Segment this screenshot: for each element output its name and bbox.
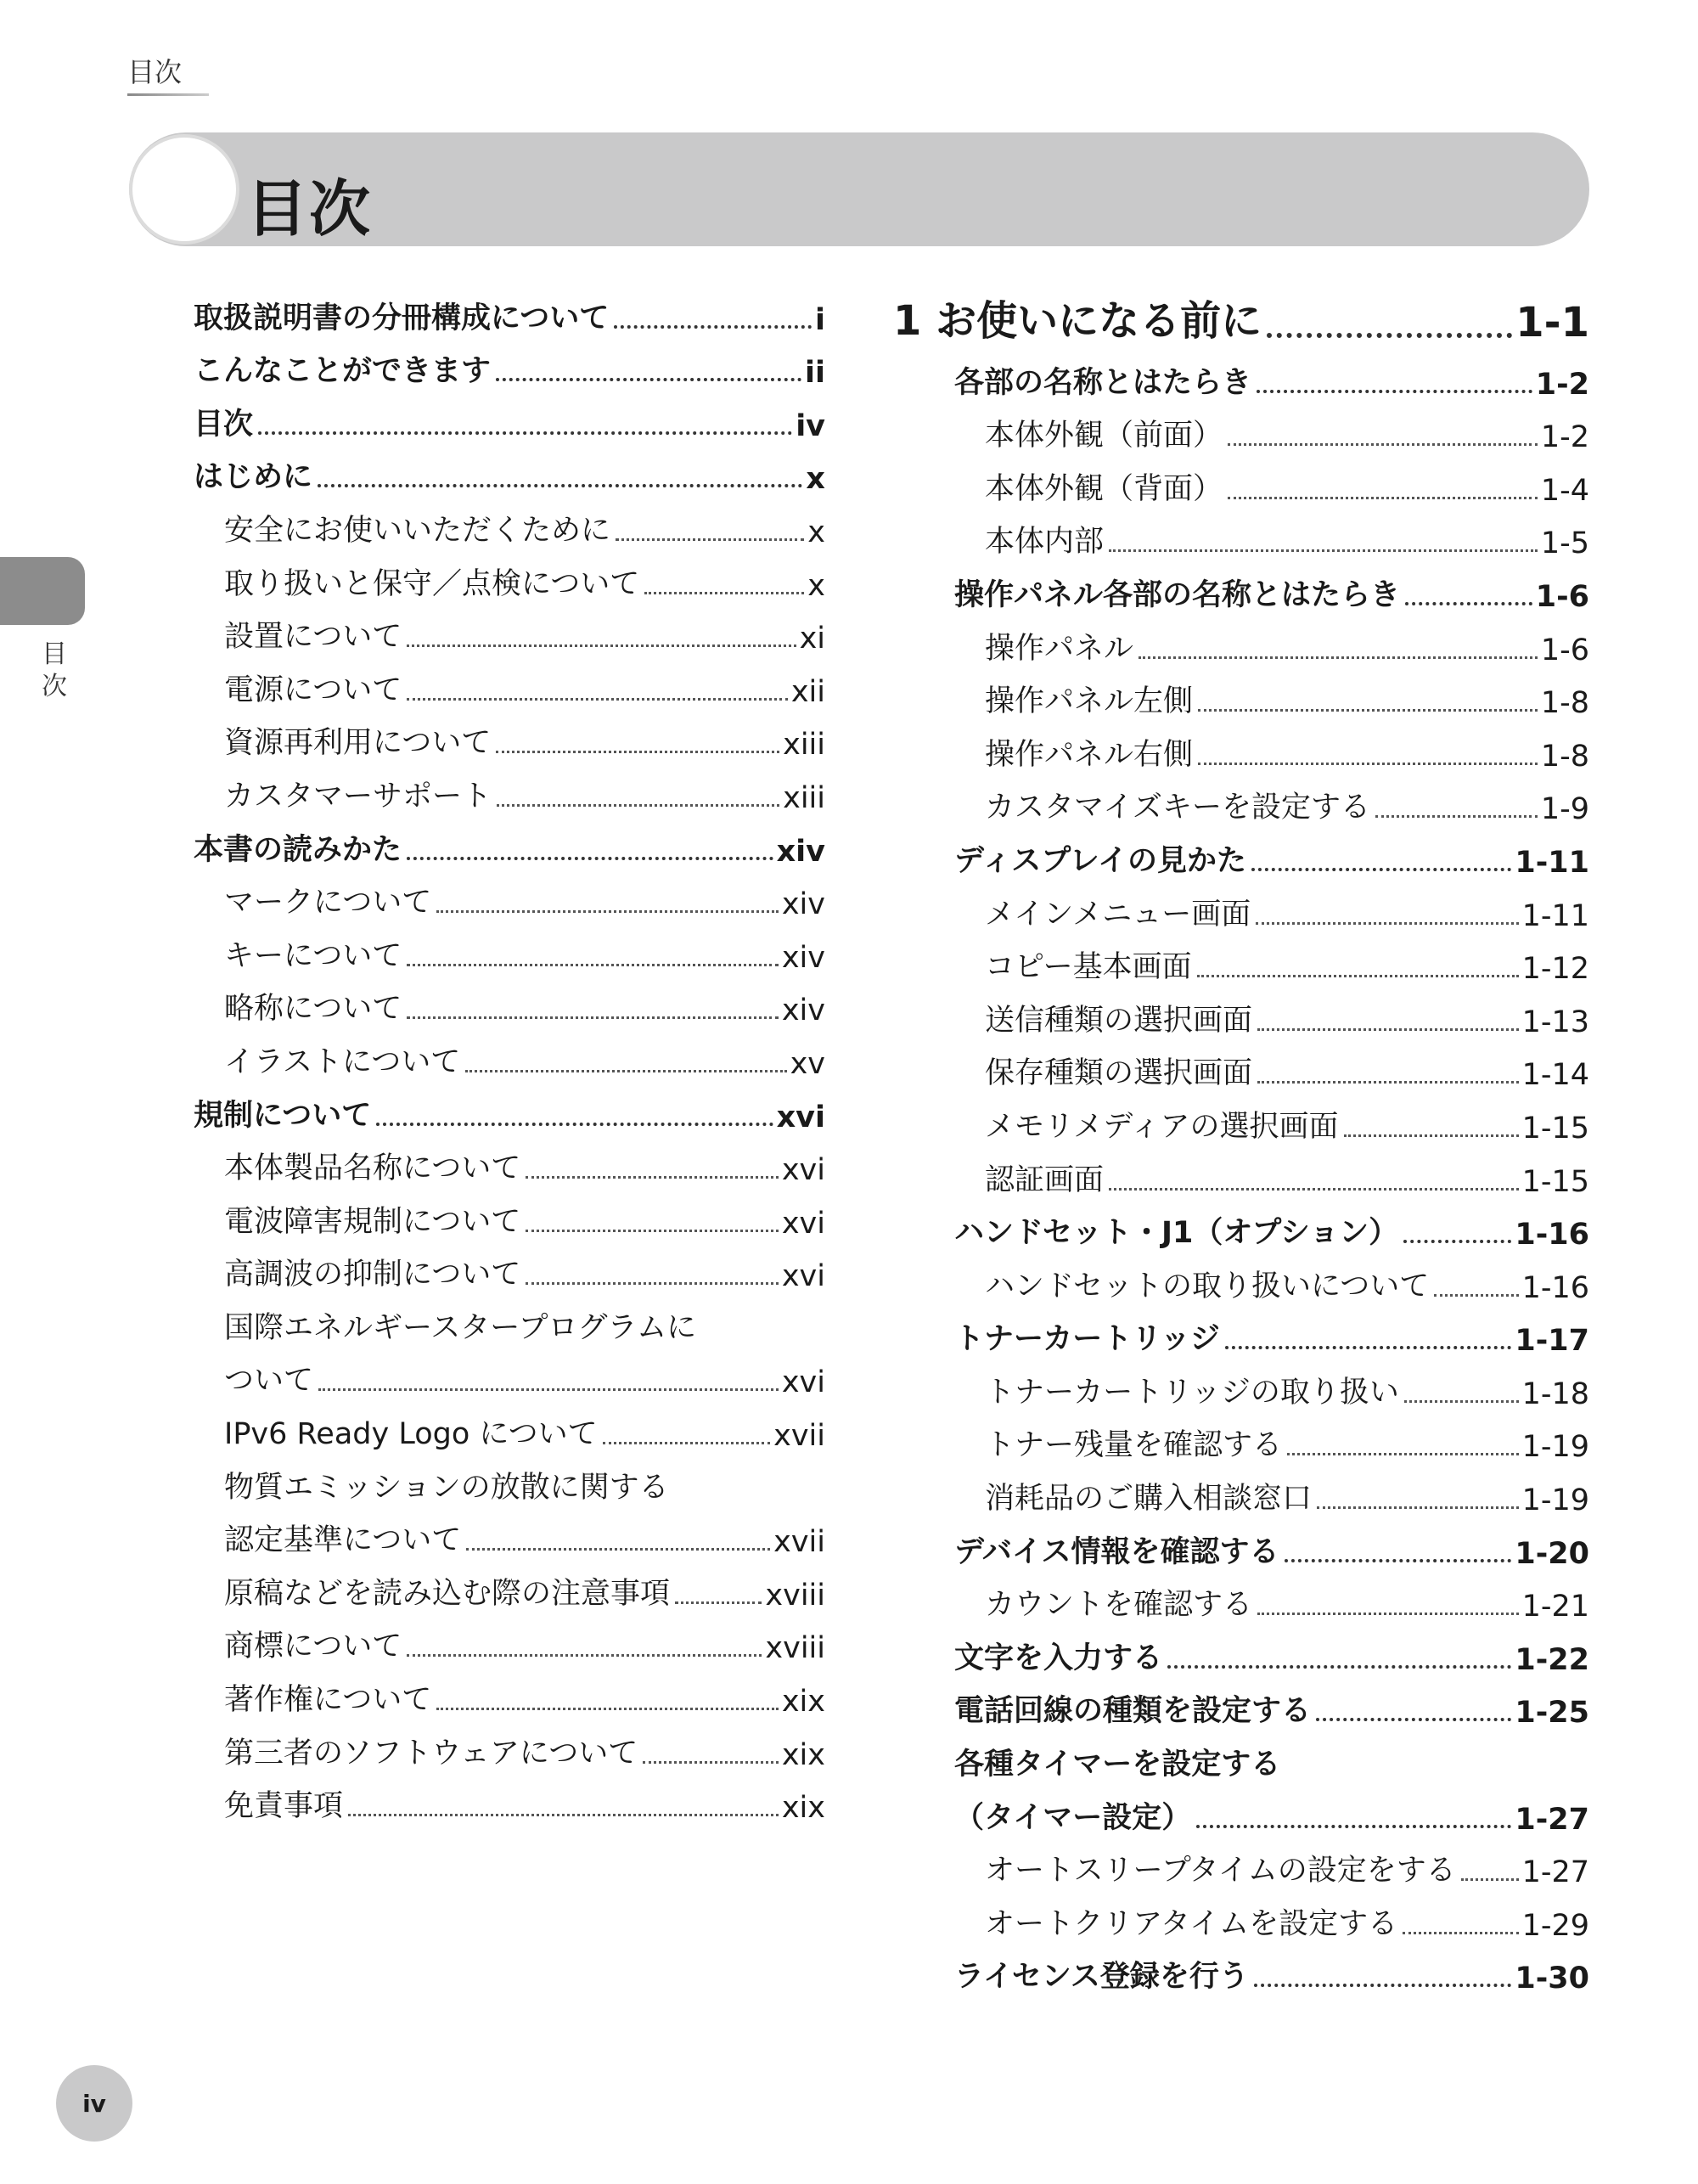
toc-section-entry[interactable] xyxy=(893,350,1589,403)
toc-section-entry[interactable] xyxy=(893,1945,1589,1998)
toc-entry-title: 1 お使いになる前に xyxy=(893,297,1262,345)
toc-subsection-entry[interactable] xyxy=(194,657,825,711)
toc-dot-leader xyxy=(407,964,779,966)
toc-entry-title: 送信種類の選択画面 xyxy=(985,1003,1253,1038)
toc-entry-title: 高調波の抑制について xyxy=(224,1258,521,1292)
toc-entry-title: 目次 xyxy=(194,407,254,442)
toc-dot-leader xyxy=(1228,443,1538,446)
toc-dot-leader xyxy=(643,1761,779,1764)
toc-section-entry[interactable] xyxy=(194,445,825,498)
toc-entry-title: 認定基準について xyxy=(224,1523,462,1558)
toc-page-number: 1-27 xyxy=(1515,1802,1589,1837)
toc-subsection-entry[interactable] xyxy=(893,1253,1589,1307)
toc-page-number: xvi xyxy=(776,1100,825,1134)
toc-page-number: xix xyxy=(781,1791,825,1826)
toc-subsection-entry[interactable] xyxy=(893,988,1589,1041)
toc-dot-leader xyxy=(496,378,801,381)
toc-page-number: xiii xyxy=(783,728,825,763)
side-tab xyxy=(0,557,85,625)
toc-page-number: 1-6 xyxy=(1540,633,1589,667)
toc-dot-leader xyxy=(526,1282,779,1285)
toc-dot-leader xyxy=(1257,1613,1519,1615)
toc-dot-leader xyxy=(1198,763,1538,765)
toc-subsection-entry[interactable] xyxy=(194,1401,825,1455)
toc-entry-title: 各種タイマーを設定する xyxy=(954,1748,1281,1782)
toc-subsection-entry[interactable] xyxy=(194,1720,825,1774)
toc-page-number: 1-27 xyxy=(1521,1855,1589,1890)
toc-page-number: xiv xyxy=(781,940,825,975)
side-label xyxy=(37,639,71,703)
toc-dot-leader xyxy=(1344,1134,1519,1137)
toc-subsection-entry[interactable] xyxy=(893,616,1589,669)
toc-subsection-entry[interactable] xyxy=(194,923,825,977)
toc-subsection-entry[interactable] xyxy=(893,509,1589,563)
toc-dot-leader xyxy=(466,1548,770,1551)
toc-entry-title: 規制について xyxy=(194,1098,372,1133)
toc-entry-title: 物質エミッションの放散に関する xyxy=(224,1470,669,1505)
toc-page-number: 1-20 xyxy=(1515,1536,1589,1571)
toc-page-number: 1-9 xyxy=(1540,792,1589,827)
toc-entry-title: 資源再利用について xyxy=(224,726,492,761)
toc-page-number: x xyxy=(806,462,825,497)
toc-page-number: xvi xyxy=(781,1206,825,1241)
toc-dot-leader xyxy=(318,484,802,487)
toc-subsection-entry[interactable] xyxy=(194,1189,825,1242)
toc-section-entry[interactable] xyxy=(893,828,1589,881)
toc-entry-title: 消耗品のご購入相談窓口 xyxy=(985,1482,1313,1517)
toc-subsection-entry[interactable] xyxy=(194,605,825,658)
toc-dot-leader xyxy=(348,1814,779,1816)
toc-section-entry[interactable] xyxy=(893,1307,1589,1360)
toc-subsection-entry[interactable] xyxy=(893,669,1589,723)
running-head: 目次 xyxy=(127,56,183,88)
toc-dot-leader xyxy=(1285,1559,1512,1562)
toc-subsection-entry[interactable] xyxy=(194,1508,825,1562)
toc-section-entry[interactable] xyxy=(194,285,825,339)
toc-dot-leader xyxy=(465,1070,786,1072)
toc-dot-leader xyxy=(526,1230,779,1232)
toc-page-number: 1-2 xyxy=(1535,367,1589,402)
running-head-rule xyxy=(127,93,209,96)
toc-dot-leader xyxy=(1257,1028,1519,1031)
toc-entry-title: 電波障害規制について xyxy=(224,1204,521,1239)
toc-dot-leader xyxy=(603,1442,770,1444)
title-circle xyxy=(132,138,236,241)
toc-page-number: xiii xyxy=(783,780,825,815)
toc-subsection-entry[interactable] xyxy=(194,1295,825,1348)
toc-page-number: 1-14 xyxy=(1521,1058,1589,1093)
toc-page-number: x xyxy=(807,568,825,603)
toc-subsection-entry[interactable] xyxy=(194,1774,825,1827)
toc-subsection-entry[interactable] xyxy=(194,870,825,924)
toc-section-entry[interactable] xyxy=(893,562,1589,616)
toc-section-entry[interactable] xyxy=(194,817,825,870)
toc-entry-title: 本体内部 xyxy=(985,525,1105,560)
toc-entry-title: 電話回線の種類を設定する xyxy=(954,1694,1312,1729)
toc-entry-title: ついて xyxy=(224,1364,314,1399)
toc-page-number: xviii xyxy=(765,1578,825,1613)
toc-entry-title: IPv6 Ready Logo について xyxy=(224,1417,598,1452)
toc-entry-title: カウントを確認する xyxy=(985,1588,1253,1623)
toc-subsection-entry[interactable] xyxy=(893,1891,1589,1945)
toc-dot-leader xyxy=(1405,602,1532,605)
toc-subsection-entry[interactable] xyxy=(194,763,825,817)
toc-entry-title: 設置について xyxy=(224,620,402,655)
toc-entry-title: 本体外観（背面） xyxy=(985,471,1223,506)
toc-page-number: 1-2 xyxy=(1540,420,1589,455)
toc-section-entry[interactable] xyxy=(893,1785,1589,1838)
toc-subsection-entry[interactable] xyxy=(893,775,1589,829)
toc-subsection-entry[interactable] xyxy=(194,1136,825,1190)
toc-dot-leader xyxy=(1434,1294,1518,1297)
toc-page-number: xviii xyxy=(765,1631,825,1666)
toc-page-number: xvii xyxy=(773,1525,825,1560)
toc-dot-leader xyxy=(1198,709,1538,712)
toc-entry-title: 操作パネル xyxy=(985,631,1134,666)
toc-subsection-entry[interactable] xyxy=(893,1041,1589,1095)
toc-page-number: 1-12 xyxy=(1521,952,1589,987)
toc-page-number: xvi xyxy=(781,1259,825,1294)
toc-dot-leader xyxy=(1267,333,1512,338)
toc-dot-leader xyxy=(407,857,773,860)
toc-dot-leader xyxy=(407,698,788,701)
toc-entry-title: キーについて xyxy=(224,938,402,973)
toc-dot-leader xyxy=(436,1708,779,1710)
toc-page-number: 1-19 xyxy=(1521,1483,1589,1518)
toc-entry-title: 著作権について xyxy=(224,1683,432,1718)
toc-dot-leader xyxy=(1403,1240,1511,1243)
toc-dot-leader xyxy=(1109,1188,1519,1191)
toc-section-entry[interactable] xyxy=(194,1083,825,1136)
toc-page-number: 1-15 xyxy=(1521,1164,1589,1199)
toc-entry-title: ハンドセットの取り扱いについて xyxy=(985,1269,1430,1303)
toc-entry-title: 本体外観（前面） xyxy=(985,419,1223,453)
toc-dot-leader xyxy=(1403,1932,1518,1934)
toc-page-number: 1-21 xyxy=(1521,1590,1589,1624)
toc-dot-leader xyxy=(318,1388,779,1391)
toc-dot-leader xyxy=(1257,390,1532,393)
toc-page-number: xix xyxy=(781,1737,825,1772)
toc-page-number: 1-4 xyxy=(1540,473,1589,508)
toc-page-number: 1-8 xyxy=(1540,686,1589,721)
toc-page-number: 1-18 xyxy=(1521,1376,1589,1411)
toc-entry-title: 第三者のソフトウェアについて xyxy=(224,1736,638,1770)
toc-entry-title: デバイス情報を確認する xyxy=(954,1534,1279,1569)
toc-page-number: 1-29 xyxy=(1521,1908,1589,1943)
toc-subsection-entry[interactable] xyxy=(893,881,1589,935)
toc-subsection-entry[interactable] xyxy=(893,722,1589,775)
toc-entry-title: 本書の読みかた xyxy=(194,832,402,867)
toc-page-number: xiv xyxy=(781,993,825,1028)
toc-entry-title: はじめに xyxy=(194,460,313,495)
toc-page-number: xix xyxy=(781,1685,825,1720)
toc-subsection-entry[interactable] xyxy=(893,1094,1589,1147)
toc-entry-title: オートクリアタイムを設定する xyxy=(985,1906,1398,1941)
toc-dot-leader xyxy=(675,1601,762,1604)
toc-page-number: xiv xyxy=(776,834,825,869)
toc-subsection-entry[interactable] xyxy=(194,1029,825,1083)
toc-dot-leader xyxy=(407,1654,762,1657)
toc-dot-leader xyxy=(1317,1506,1519,1509)
toc-page-number: 1-19 xyxy=(1521,1430,1589,1465)
toc-dot-leader xyxy=(258,431,792,435)
toc-page-number: xiv xyxy=(781,887,825,922)
toc-page-number: 1-30 xyxy=(1515,1962,1589,1996)
toc-subsection-entry[interactable] xyxy=(893,1838,1589,1892)
toc-entry-title: 原稿などを読み込む際の注意事項 xyxy=(224,1576,671,1611)
toc-subsection-entry[interactable] xyxy=(893,1147,1589,1201)
toc-entry-title: 操作パネル左側 xyxy=(985,684,1194,719)
toc-dot-leader xyxy=(436,910,779,913)
toc-entry-title: イラストについて xyxy=(224,1044,461,1079)
toc-section-entry[interactable] xyxy=(194,391,825,445)
toc-entry-title: 国際エネルギースタープログラムに xyxy=(224,1310,697,1345)
toc-page-number: 1-25 xyxy=(1515,1696,1589,1731)
toc-page-number: 1-16 xyxy=(1515,1218,1589,1252)
toc-page-number: ii xyxy=(805,356,825,391)
toc-dot-leader xyxy=(1109,549,1538,552)
toc-subsection-entry[interactable] xyxy=(893,456,1589,509)
toc-entry-title: コピー基本画面 xyxy=(985,950,1192,985)
toc-page-number: 1-15 xyxy=(1521,1111,1589,1145)
side-label-char: 次 xyxy=(42,672,67,701)
toc-section-entry[interactable] xyxy=(893,1519,1589,1573)
toc-left-column xyxy=(194,285,825,1827)
toc-subsection-entry[interactable] xyxy=(893,1573,1589,1626)
toc-entry-title: こんなことができます xyxy=(194,354,492,389)
toc-dot-leader xyxy=(1197,975,1519,977)
toc-dot-leader xyxy=(614,325,812,329)
toc-entry-title: 取扱説明書の分冊構成について xyxy=(194,301,610,335)
toc-subsection-entry[interactable] xyxy=(194,498,825,551)
toc-dot-leader xyxy=(1225,1346,1512,1349)
toc-entry-title: トナーカートリッジ xyxy=(954,1322,1220,1357)
toc-subsection-entry[interactable] xyxy=(893,935,1589,988)
toc-dot-leader xyxy=(496,751,779,753)
toc-page-number: i xyxy=(815,302,825,337)
toc-dot-leader xyxy=(1287,1453,1519,1455)
toc-entry-title: 取り扱いと保守／点検について xyxy=(224,566,640,601)
toc-entry-title: （タイマー設定） xyxy=(954,1800,1192,1835)
toc-page-number: x xyxy=(807,515,825,549)
toc-dot-leader xyxy=(526,1176,779,1179)
toc-dot-leader xyxy=(1228,497,1538,499)
toc-entry-title: 保存種類の選択画面 xyxy=(985,1056,1253,1091)
toc-entry-title: メモリメディアの選択画面 xyxy=(985,1109,1339,1144)
toc-dot-leader xyxy=(1251,868,1511,871)
toc-entry-title: 文字を入力する xyxy=(954,1641,1163,1675)
toc-entry-title: ディスプレイの見かた xyxy=(954,843,1247,878)
toc-subsection-entry[interactable] xyxy=(194,1348,825,1402)
toc-page-number: 1-17 xyxy=(1515,1324,1589,1359)
toc-section-entry[interactable] xyxy=(893,1731,1589,1785)
toc-dot-leader xyxy=(407,645,796,647)
toc-subsection-entry[interactable] xyxy=(194,1455,825,1508)
toc-entry-title: 安全にお使いいただくために xyxy=(224,513,611,548)
toc-entry-title: 認証画面 xyxy=(985,1162,1105,1197)
toc-page-number: 1-8 xyxy=(1540,739,1589,774)
toc-subsection-entry[interactable] xyxy=(194,711,825,764)
toc-dot-leader xyxy=(1254,1984,1512,1987)
toc-dot-leader xyxy=(1196,1825,1511,1828)
toc-entry-title: トナーカートリッジの取り扱い xyxy=(985,1375,1399,1410)
toc-page-number: 1-6 xyxy=(1535,579,1589,614)
toc-entry-title: マークについて xyxy=(224,886,432,920)
toc-subsection-entry[interactable] xyxy=(893,1359,1589,1413)
toc-section-entry[interactable] xyxy=(893,1625,1589,1679)
toc-subsection-entry[interactable] xyxy=(893,403,1589,457)
toc-page-number: xv xyxy=(790,1046,825,1081)
toc-page-number: xvi xyxy=(781,1365,825,1400)
toc-dot-leader xyxy=(407,1016,779,1019)
toc-page-number: 1-16 xyxy=(1521,1270,1589,1305)
toc-dot-leader xyxy=(376,1123,773,1126)
toc-entry-title: ハンドセット・J1（オプション） xyxy=(954,1216,1399,1251)
toc-page-number: xvi xyxy=(781,1153,825,1188)
toc-dot-leader xyxy=(497,804,779,807)
toc-dot-leader xyxy=(1257,1081,1519,1084)
toc-entry-title: 各部の名称とはたらき xyxy=(954,365,1252,400)
toc-page-number: 1-5 xyxy=(1540,526,1589,561)
toc-dot-leader xyxy=(1256,922,1518,925)
toc-entry-title: トナー残量を確認する xyxy=(985,1428,1283,1463)
toc-page-number: xi xyxy=(799,622,825,656)
toc-entry-title: オートスリープタイムの設定をする xyxy=(985,1854,1456,1888)
toc-dot-leader xyxy=(1139,656,1538,659)
toc-entry-title: 操作パネル右側 xyxy=(985,737,1194,772)
toc-dot-leader xyxy=(1316,1718,1511,1721)
toc-entry-title: 略称について xyxy=(224,992,402,1027)
toc-section-entry[interactable] xyxy=(893,1679,1589,1732)
toc-entry-title: メインメニュー画面 xyxy=(985,897,1251,932)
toc-section-entry[interactable] xyxy=(893,1201,1589,1254)
toc-page-number: 1-22 xyxy=(1515,1642,1589,1677)
toc-section-entry[interactable] xyxy=(194,339,825,392)
toc-entry-title: 電源について xyxy=(224,673,402,707)
toc-page-number: 1-11 xyxy=(1521,898,1589,933)
toc-entry-title: 商標について xyxy=(224,1630,402,1664)
toc-page-number: xvii xyxy=(773,1419,825,1454)
toc-dot-leader xyxy=(1404,1400,1519,1403)
toc-page-number: 1-13 xyxy=(1521,1005,1589,1039)
toc-right-column xyxy=(893,285,1589,1997)
side-label-char: 目 xyxy=(42,639,67,669)
toc-dot-leader xyxy=(1375,815,1538,818)
toc-page-number: xii xyxy=(790,674,825,709)
toc-dot-leader xyxy=(616,538,804,541)
toc-subsection-entry[interactable] xyxy=(194,1242,825,1296)
toc-dot-leader xyxy=(644,592,804,594)
toc-entry-title: 本体製品名称について xyxy=(224,1151,521,1186)
toc-entry-title: カスタマイズキーを設定する xyxy=(985,791,1370,825)
page-number-badge: iv xyxy=(56,2065,132,2142)
toc-page-number: iv xyxy=(796,408,825,443)
toc-chapter-entry[interactable] xyxy=(893,285,1589,350)
toc-subsection-entry[interactable] xyxy=(194,1667,825,1720)
toc-subsection-entry[interactable] xyxy=(194,1561,825,1614)
toc-subsection-entry[interactable] xyxy=(893,1466,1589,1519)
toc-dot-leader xyxy=(1461,1878,1519,1881)
toc-dot-leader xyxy=(1167,1665,1511,1669)
toc-entry-title: 操作パネル各部の名称とはたらき xyxy=(954,577,1401,612)
toc-page-number: 1-1 xyxy=(1515,299,1589,346)
toc-entry-title: 免責事項 xyxy=(224,1789,344,1824)
toc-subsection-entry[interactable] xyxy=(194,551,825,605)
toc-entry-title: カスタマーサポート xyxy=(224,779,492,813)
toc-page-number: 1-11 xyxy=(1515,845,1589,880)
toc-subsection-entry[interactable] xyxy=(893,1413,1589,1466)
toc-entry-title: ライセンス登録を行う xyxy=(954,1960,1249,1995)
toc-subsection-entry[interactable] xyxy=(194,977,825,1030)
toc-subsection-entry[interactable] xyxy=(194,1614,825,1668)
page-title: 目次 xyxy=(246,173,373,245)
